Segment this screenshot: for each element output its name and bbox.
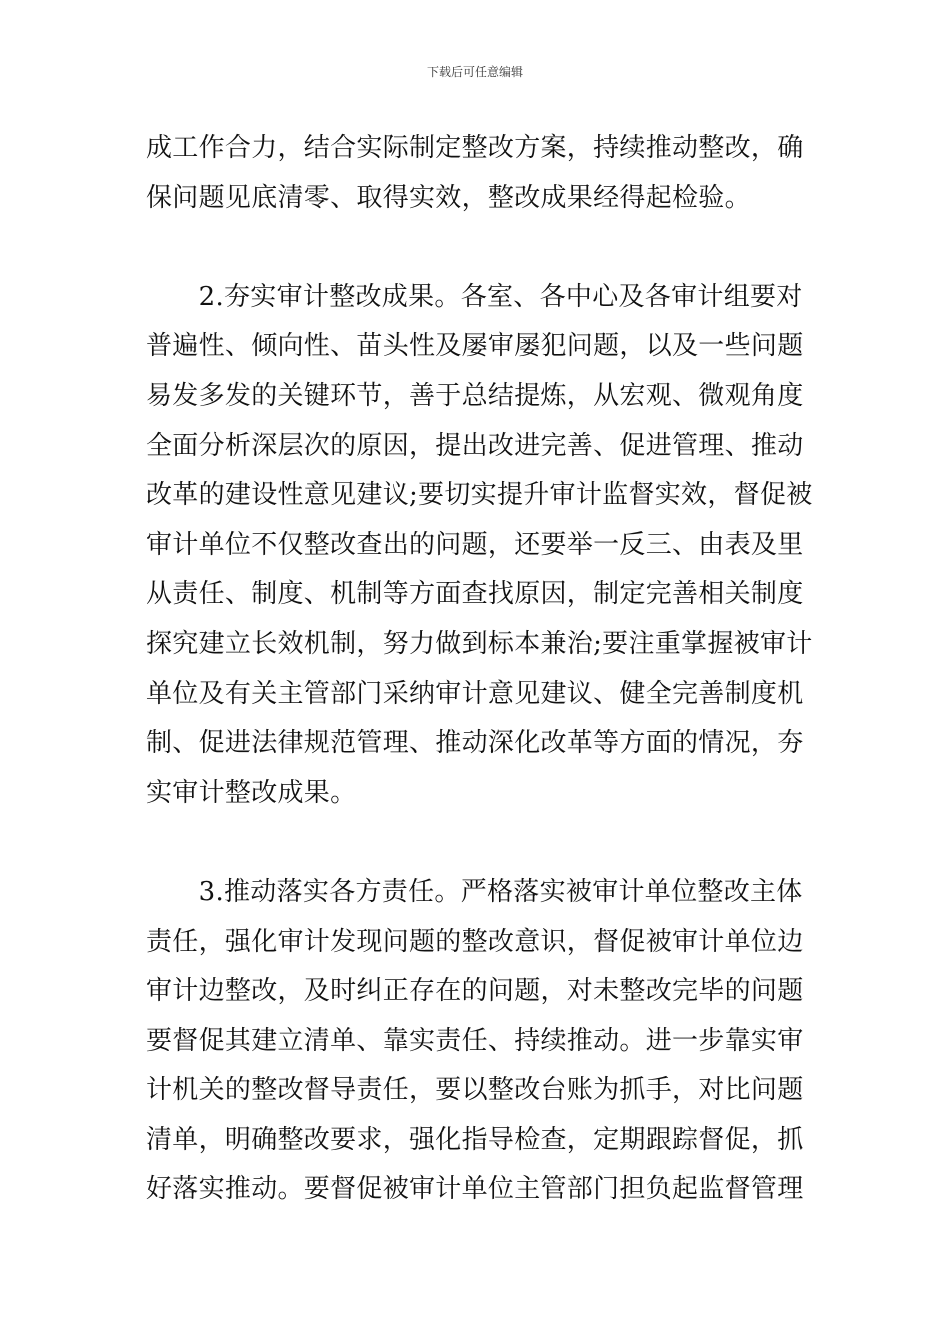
text-line: 保问题见底清零、取得实效，整改成果经得起检验。 bbox=[146, 182, 751, 213]
text-line: 改革的建设性意见建议;要切实提升审计监督实效，督促被 bbox=[146, 480, 813, 511]
document-body bbox=[146, 124, 813, 1215]
text-line: 计机关的整改督导责任，要以整改台账为抓手，对比问题 bbox=[146, 1075, 804, 1106]
text-line: 审计边整改，及时纠正存在的问题，对未整改完毕的问题 bbox=[146, 976, 804, 1007]
text-line: 普遍性、倾向性、苗头性及屡审屡犯问题，以及一些问题 bbox=[146, 331, 804, 362]
text-line: 责任，强化审计发现问题的整改意识，督促被审计单位边 bbox=[146, 926, 804, 957]
text-line: 从责任、制度、机制等方面查找原因，制定完善相关制度 bbox=[146, 579, 804, 610]
text-line: 要督促其建立清单、靠实责任、持续推动。进一步靠实审 bbox=[146, 1025, 804, 1056]
paragraph bbox=[146, 868, 808, 1215]
text-line: 探究建立长效机制，努力做到标本兼治;要注重掌握被审计 bbox=[146, 628, 813, 659]
paragraph bbox=[146, 124, 808, 223]
text-line: 易发多发的关键环节，善于总结提炼，从宏观、微观角度 bbox=[146, 380, 804, 411]
paragraph bbox=[146, 273, 813, 819]
text-line: 成工作合力，结合实际制定整改方案，持续推动整改，确 bbox=[146, 133, 804, 163]
text-line: 清单，明确整改要求，强化指导检查，定期跟踪督促，抓 bbox=[146, 1124, 804, 1155]
paragraph-gap bbox=[146, 818, 808, 868]
text-line: 2.夯实审计整改成果。各室、各中心及各审计组要对 bbox=[146, 281, 803, 312]
text-line: 全面分析深层次的原因，提出改进完善、促进管理、推动 bbox=[146, 430, 804, 461]
page-header: 下载后可任意编辑 bbox=[426, 65, 523, 79]
text-line: 好落实推动。要督促被审计单位主管部门担负起监督管理 bbox=[146, 1174, 804, 1205]
text-line: 审计单位不仅整改查出的问题，还要举一反三、由表及里 bbox=[146, 529, 804, 560]
text-line: 实审计整改成果。 bbox=[146, 777, 357, 808]
text-line: 3.推动落实各方责任。严格落实被审计单位整改主体 bbox=[146, 876, 803, 907]
text-line: 制、促进法律规范管理、推动深化改革等方面的情况，夯 bbox=[146, 728, 804, 759]
paragraph-gap bbox=[146, 223, 808, 273]
text-line: 单位及有关主管部门采纳审计意见建议、健全完善制度机 bbox=[146, 678, 804, 709]
